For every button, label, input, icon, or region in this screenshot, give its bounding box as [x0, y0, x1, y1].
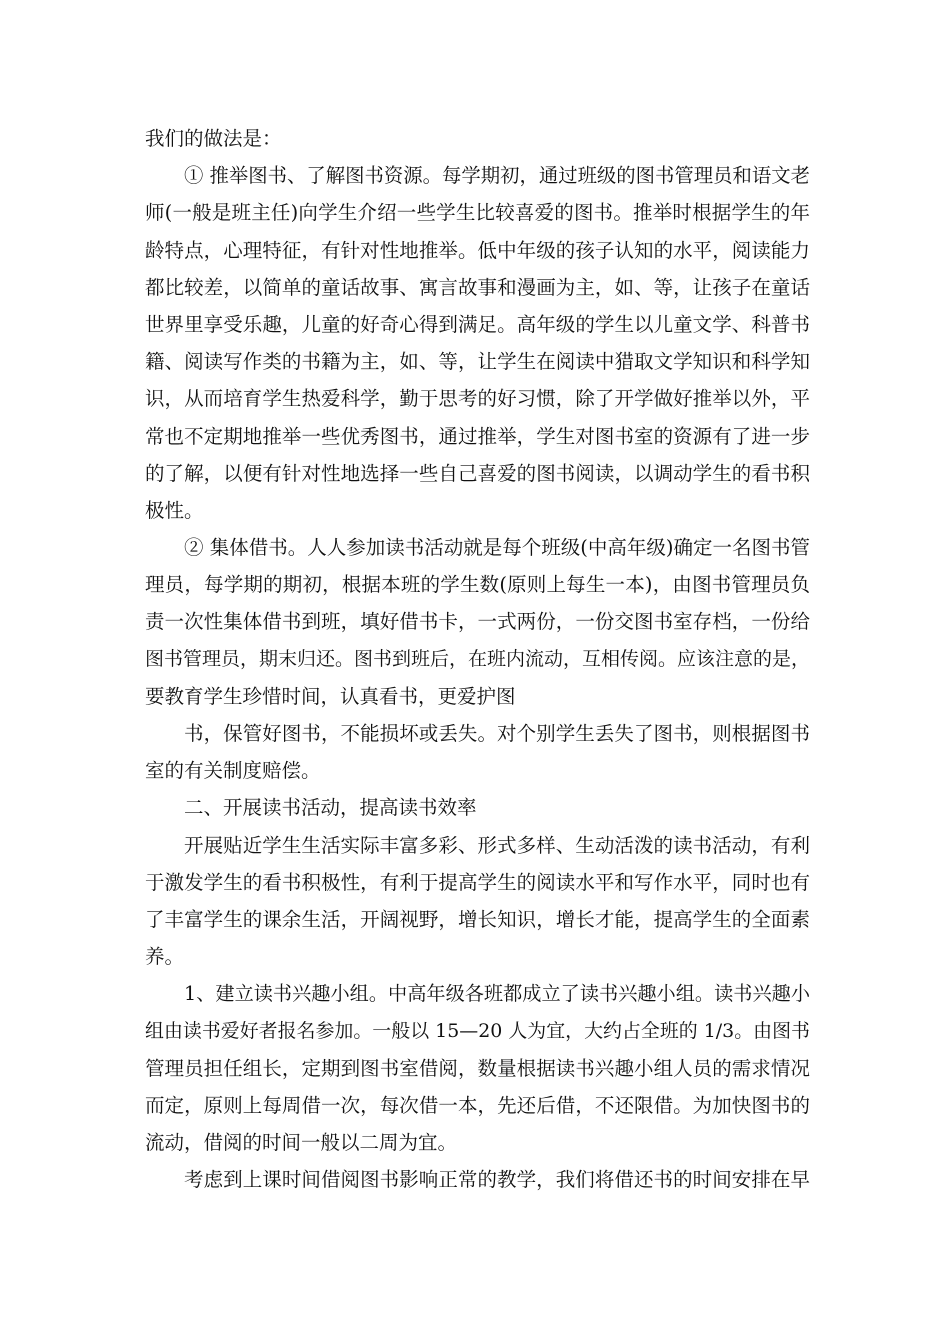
text-line: 开展贴近学生生活实际丰富多彩、形式多样、生动活泼的读书活动，有利: [184, 833, 810, 857]
text-line: 1、建立读书兴趣小组。中高年级各班都成立了读书兴趣小组。读书兴趣小: [184, 982, 810, 1006]
text-line: 二、开展读书活动，提高读书效率: [184, 796, 477, 820]
text-line: 都比较差，以简单的童话故事、寓言故事和漫画为主，如、等，让孩子在童话: [145, 275, 810, 299]
text-line: 书，保管好图书，不能损坏或丢失。对个别学生丢失了图书，则根据图书: [184, 722, 810, 745]
text-line: 管理员担任组长，定期到图书室借阅，数量根据读书兴趣小组人员的需求情况: [145, 1056, 810, 1080]
text-line: 图书管理员，期末归还。图书到班后，在班内流动，互相传阅。应该注意的是，: [145, 647, 811, 670]
text-line: 理员，每学期的期初，根据本班的学生数(原则上每生一本)，由图书管理员负: [145, 573, 810, 597]
text-line: 而定，原则上每周借一次，每次借一本，先还后借，不还限借。为加快图书的: [145, 1093, 810, 1117]
document-body: [145, 120, 810, 1198]
text-line: 考虑到上课时间借阅图书影响正常的教学，我们将借还书的时间安排在早: [184, 1168, 810, 1192]
text-line: 常也不定期地推举一些优秀图书，通过推举，学生对图书室的资源有了进一步: [145, 424, 810, 448]
text-line: 责一次性集体借书到班，填好借书卡，一式两份，一份交图书室存档，一份给: [145, 610, 810, 634]
text-line: 世界里享受乐趣，儿童的好奇心得到满足。高年级的学生以儿童文学、科普书: [145, 312, 810, 336]
text-line: ① 推举图书、了解图书资源。每学期初，通过班级的图书管理员和语文老: [184, 164, 810, 188]
text-line: 要教育学生珍惜时间，认真看书，更爱护图: [145, 684, 516, 708]
text-line: 的了解，以便有针对性地选择一些自己喜爱的图书阅读，以调动学生的看书积: [145, 461, 810, 485]
text-line: 流动，借阅的时间一般以二周为宜。: [145, 1131, 458, 1155]
text-line: 养。: [145, 945, 185, 969]
text-line: 我们的做法是：: [145, 127, 282, 150]
text-line: 识，从而培育学生热爱科学，勤于思考的好习惯，除了开学做好推举以外，平: [145, 387, 810, 411]
text-line: 了丰富学生的课余生活，开阔视野，增长知识，增长才能，提高学生的全面素: [145, 907, 810, 931]
text-line: ② 集体借书。人人参加读书活动就是每个班级(中高年级)确定一名图书管: [184, 536, 810, 560]
text-line: 极性。: [145, 498, 204, 522]
text-line: 室的有关制度赔偿。: [145, 759, 321, 783]
text-line: 于激发学生的看书积极性，有利于提高学生的阅读水平和写作水平，同时也有: [145, 870, 810, 894]
text-line: 龄特点，心理特征，有针对性地推举。低中年级的孩子认知的水平，阅读能力: [145, 238, 810, 262]
text-line: 组由读书爱好者报名参加。一般以 15—20 人为宜，大约占全班的 1/3。由图书: [145, 1019, 810, 1042]
text-line: 籍、阅读写作类的书籍为主，如、等，让学生在阅读中猎取文学知识和科学知: [145, 350, 810, 374]
text-line: 师(一般是班主任)向学生介绍一些学生比较喜爱的图书。推举时根据学生的年: [145, 201, 810, 225]
